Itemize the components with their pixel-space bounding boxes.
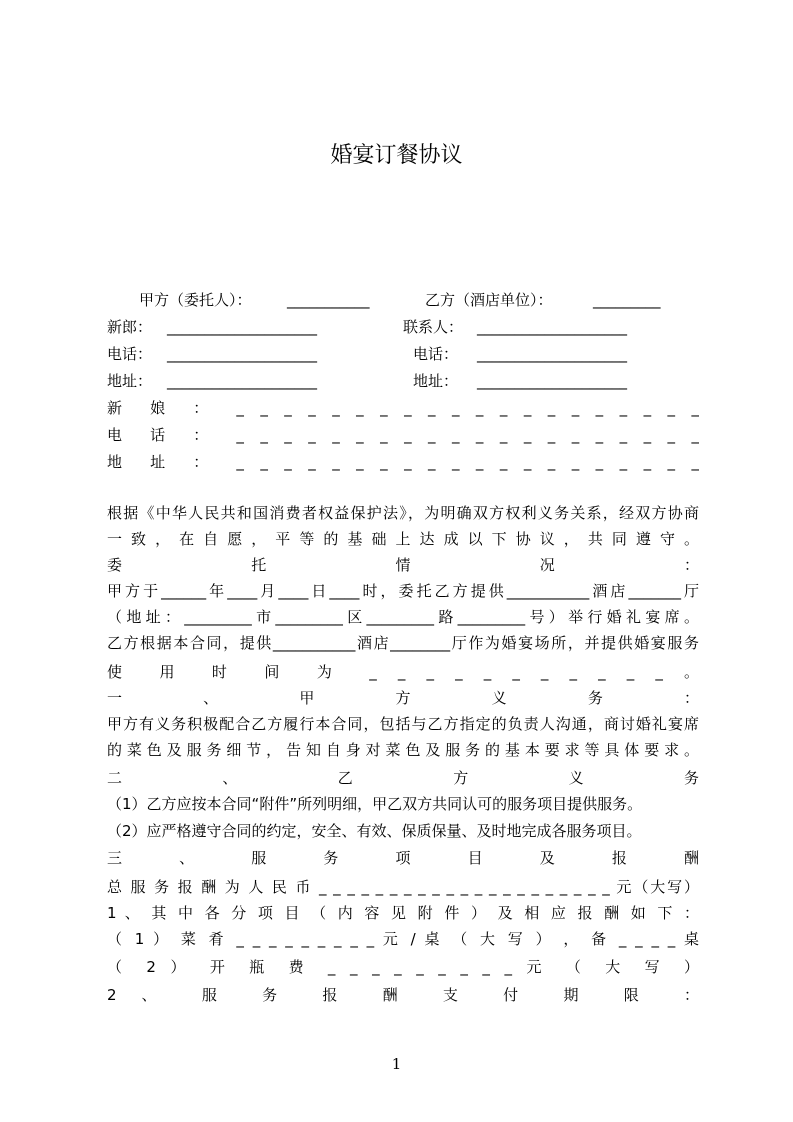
body-line: 根据《中华人民共和国消费者权益保护法》，为明确双方权利义务关系，经双方协商	[107, 504, 699, 522]
hotel-label: 乙方（酒店单位）：	[425, 291, 553, 309]
phone-right-blank: ____________________	[477, 345, 627, 363]
phone-row	[107, 342, 699, 366]
document-title: 婚宴订餐协议	[330, 143, 463, 168]
client-hotel-row	[107, 288, 699, 312]
hotel-blank: _________	[593, 291, 661, 309]
body-line: （ 1 ） 菜 肴 _ _ _ _ _ _ _ _ _ 元 / 桌 （ 大 写 ） ， 备 _ _ _ _ 桌	[107, 930, 699, 948]
groom-blank: ____________________	[167, 318, 317, 336]
body-line: 乙方根据本合同，提供___________酒店________厅作为婚宴场所，并提供婚宴服务	[107, 634, 699, 652]
address-row	[107, 369, 699, 393]
address-right-blank: ____________________	[477, 372, 627, 390]
body-line: 甲方于______年____月____日____时，委托乙方提供___________酒店_______厅	[107, 582, 699, 600]
phone-right-label: 电话：	[413, 345, 459, 363]
groom-contact-row	[107, 315, 699, 339]
body-line: 的 菜 色 及 服 务 细 节 ， 告 知 自 身 对 菜 色 及 服 务 的 基 本 要 求 等 具 体 要 求 。	[107, 741, 699, 759]
groom-label: 新郎：	[107, 318, 153, 336]
body-line: 1 、 其 中 各 分 项 目 （ 内 容 见 附 件 ） 及 相 应 报 酬 如 下 ：	[107, 904, 699, 922]
bride-address-row: 地 址 ： _ _ _ _ _ _ _ _ _ _ _ _ _ _ _ _ _ _ _ _	[107, 453, 699, 471]
body-line: 使 用 时 间 为 _ _ _ _ _ _ _ _ _ _ _ 。	[107, 663, 699, 681]
body-line: 一 致 ， 在 自 愿 ， 平 等 的 基 础 上 达 成 以 下 协 议 ， 共 同 遵 守 。	[107, 530, 699, 548]
client-label: 甲方（委托人）：	[139, 291, 252, 309]
body-line: （ 2 ） 开 瓶 费 _ _ _ _ _ _ _ _ _ 元 （ 大 写 ）	[107, 958, 699, 976]
body-line: 三 、 服 务 项 目 及 报 酬	[107, 849, 699, 867]
body-line: （地址：_________市_________区_________路_________号）举行婚礼宴席。	[107, 608, 699, 626]
body-line: 2 、 服 务 报 酬 支 付 期 限 ：	[107, 986, 699, 1004]
bride-row: 新 娘 ： _ _ _ _ _ _ _ _ _ _ _ _ _ _ _ _ _ _ _ _	[107, 399, 699, 417]
body-line: 二 、 乙 方 义 务	[107, 769, 699, 787]
body-line: 甲方有义务积极配合乙方履行本合同，包括与乙方指定的负责人沟通，商讨婚礼宴席	[107, 715, 699, 733]
contact-label: 联系人：	[403, 318, 464, 336]
address-right-label: 地址：	[413, 372, 459, 390]
contact-blank: ____________________	[477, 318, 627, 336]
body-line: （2）应严格遵守合同的约定，安全、有效、保质保量、及时地完成各服务项目。	[107, 822, 642, 840]
body-line: 一 、 甲 方 义 务 ：	[107, 689, 699, 707]
phone-left-label: 电话：	[107, 345, 153, 363]
client-blank: ___________	[287, 291, 370, 309]
body-line: （1）乙方应按本合同“附件”所列明细，甲乙双方共同认可的服务项目提供服务。	[107, 795, 643, 813]
phone-left-blank: ____________________	[167, 345, 317, 363]
body-line: 总 服 务 报 酬 为 人 民 币 _ _ _ _ _ _ _ _ _ _ _ _ _ _ _ _ _ _ _ _ _ 元（大写）	[107, 878, 699, 896]
page-number: 1	[391, 1055, 402, 1073]
bride-phone-row: 电 话 ： _ _ _ _ _ _ _ _ _ _ _ _ _ _ _ _ _ _ _ _	[107, 426, 699, 444]
body-line: 委 托 情 况 ：	[107, 556, 699, 574]
address-left-blank: ____________________	[167, 372, 317, 390]
address-left-label: 地址：	[107, 372, 153, 390]
